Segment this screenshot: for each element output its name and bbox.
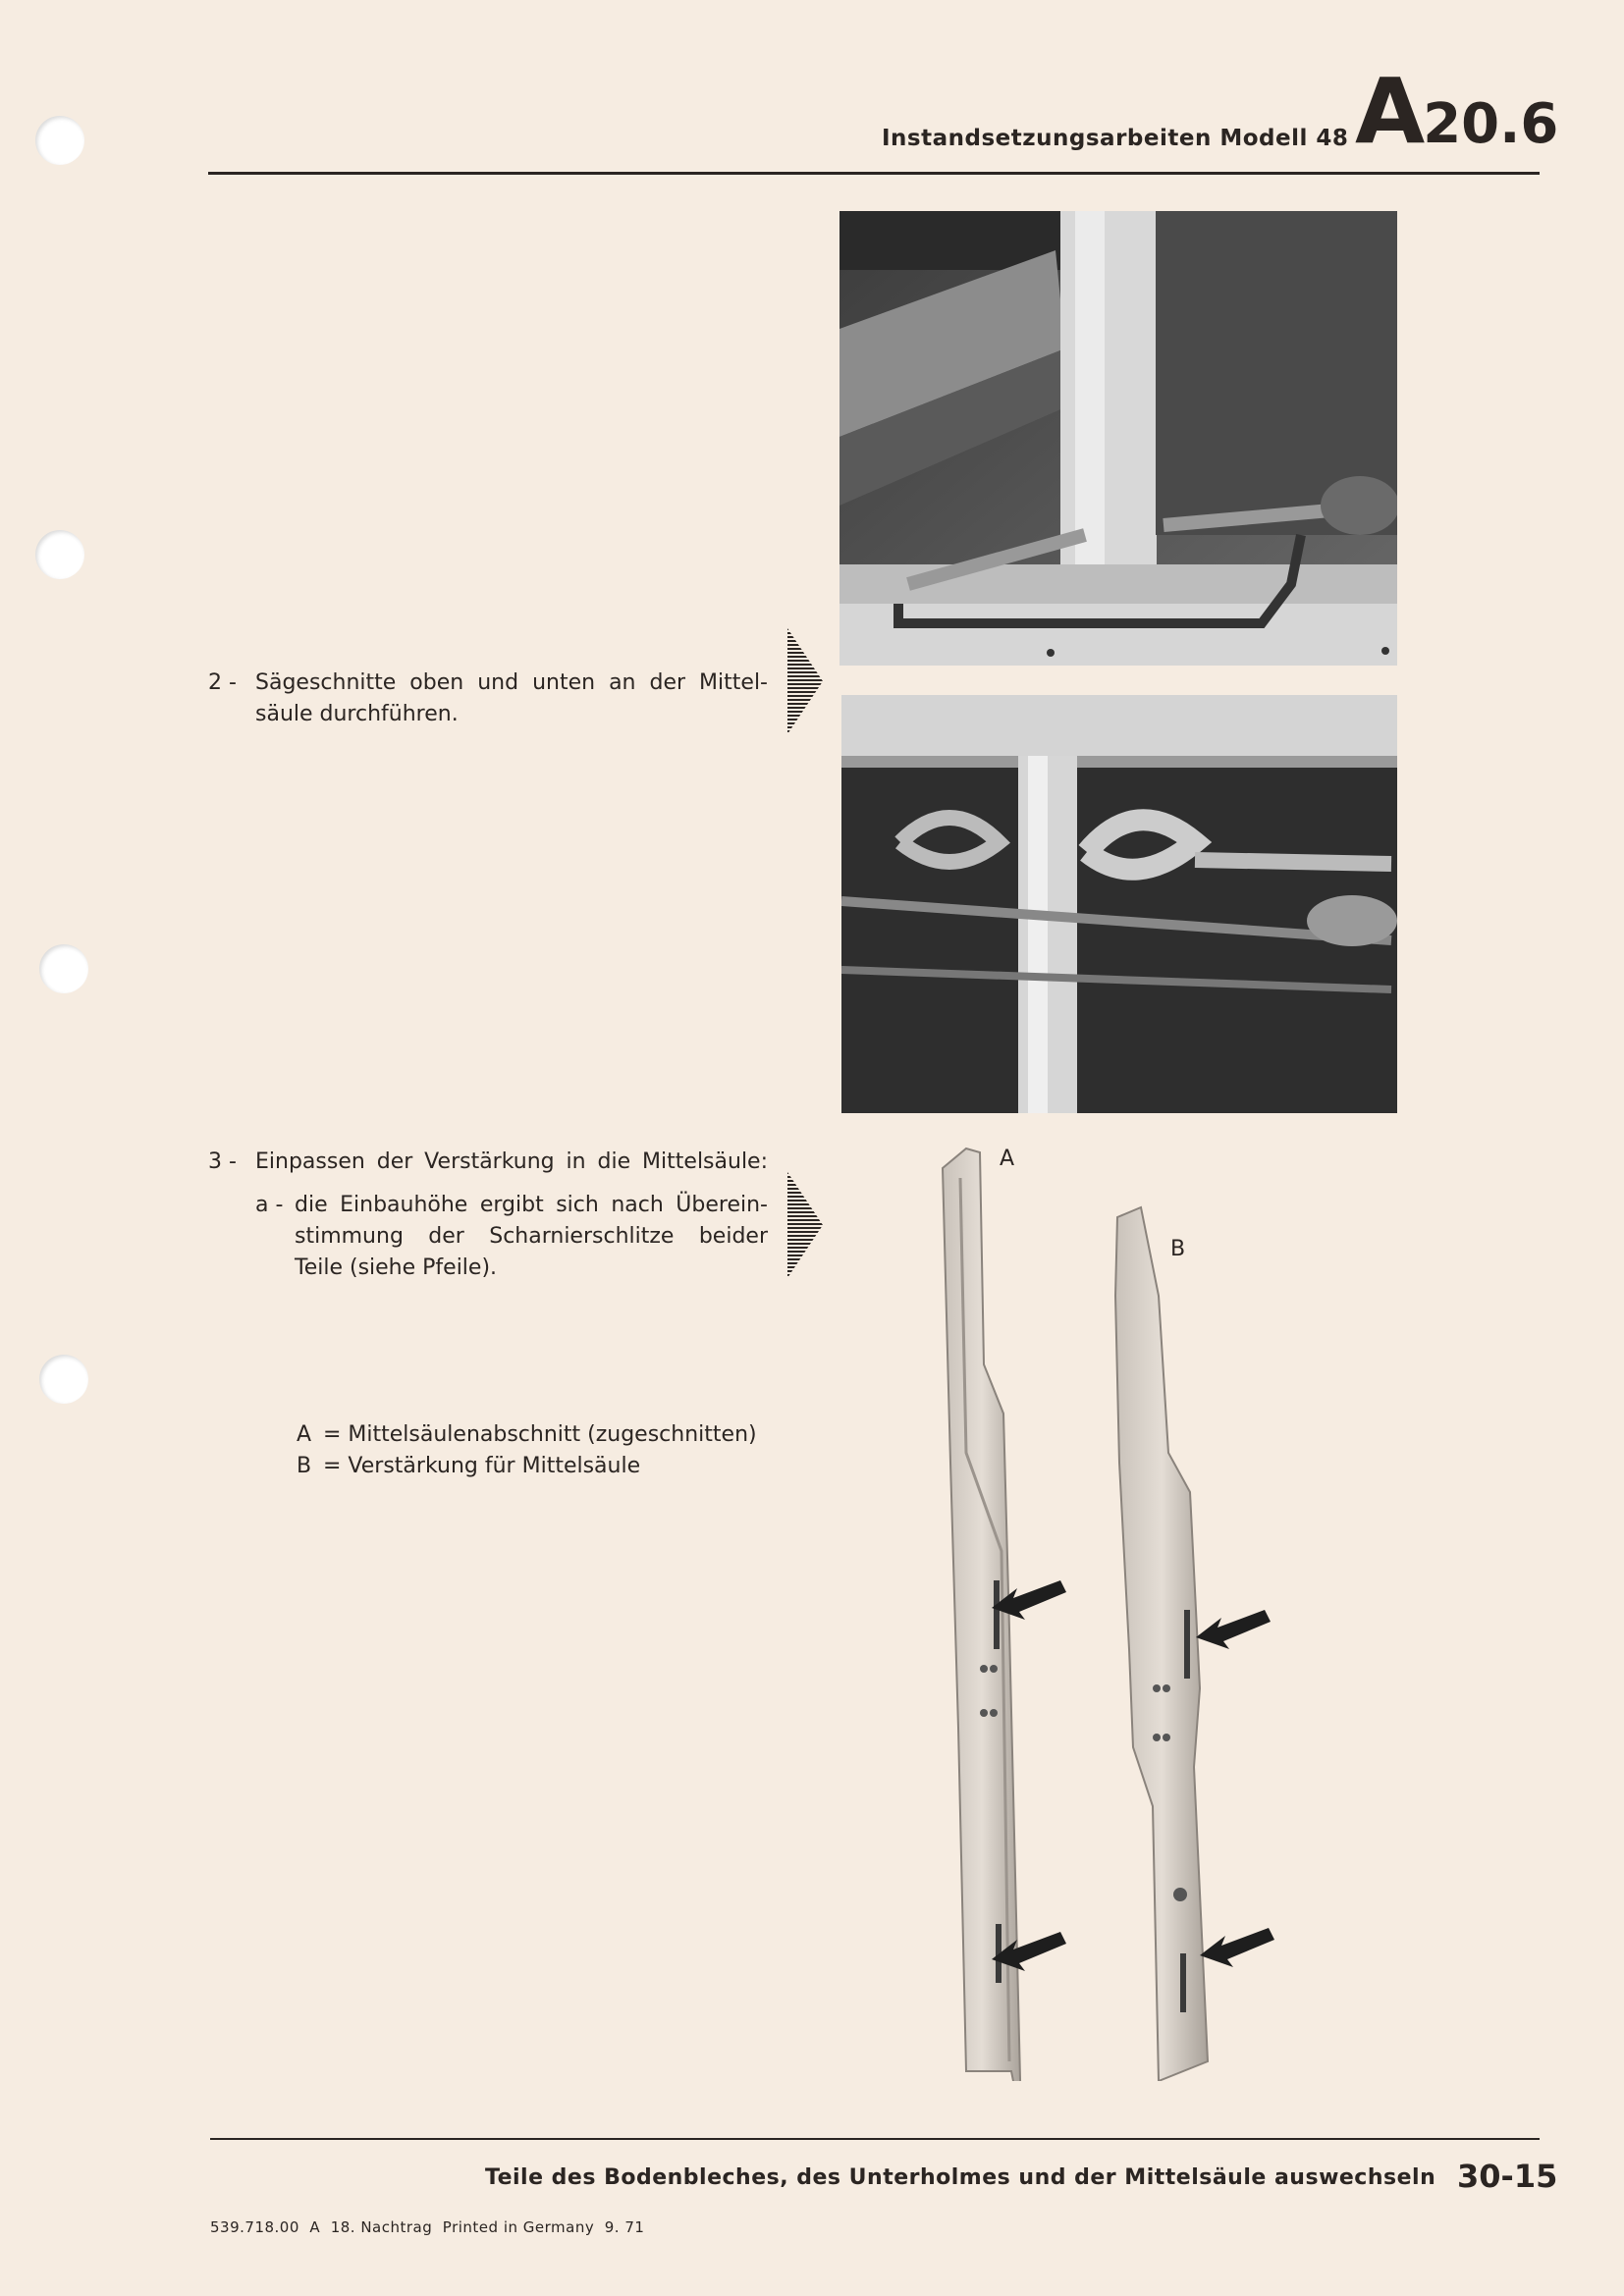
step-text-line: Sägeschnitte oben und unten an der Mittel- (255, 670, 768, 695)
photo-saw-cut-upper (839, 211, 1397, 666)
section-code-letter: A (1355, 59, 1424, 164)
legend-text: = Verstärkung für Mittelsäule (323, 1454, 641, 1478)
section-code (1355, 59, 1559, 164)
step-text-line: Teile (siehe Pfeile). (295, 1255, 498, 1280)
step-text-line: säule durchführen. (255, 702, 459, 726)
page-number: 30-15 (1457, 2158, 1558, 2195)
step-number: 3 - (208, 1149, 237, 1174)
pointer-arrow-icon (785, 1172, 825, 1278)
photo-saw-cut-upper-graphic (839, 211, 1397, 666)
punch-hole (39, 944, 88, 993)
footer-rule (210, 2138, 1540, 2140)
legend-item (297, 1419, 757, 1451)
footer-title: Teile des Bodenbleches, des Unterholmes und der Mittelsäule auswechseln (485, 2165, 1436, 2190)
legend-text: = Mittelsäulenabschnitt (zugeschnitten) (323, 1422, 757, 1447)
legend-key: B (297, 1454, 312, 1478)
step-text-line: Einpassen der Verstärkung in die Mittelsäule: (255, 1149, 768, 1174)
punch-hole (39, 1355, 88, 1404)
part-b (1115, 1207, 1208, 2081)
figure-label-b: B (1170, 1237, 1186, 1261)
figure-pillar-parts (923, 1139, 1355, 2081)
section-title: Instandsetzungsarbeiten Modell 48 (882, 126, 1349, 151)
punch-hole (35, 530, 84, 579)
legend-item (297, 1451, 757, 1482)
header-rule (208, 172, 1540, 175)
punch-hole (35, 116, 84, 165)
photo-saw-cut-lower-graphic (841, 695, 1397, 1113)
section-code-number: 20.6 (1423, 92, 1559, 156)
figure-label-a: A (1000, 1147, 1015, 1171)
pointer-arrow-icon (785, 628, 825, 734)
step-number: 2 - (208, 670, 237, 695)
alignment-arrow-icon (1200, 1928, 1274, 1967)
step-2 (208, 667, 768, 730)
legend-key: A (297, 1422, 312, 1447)
part-a (943, 1148, 1021, 2081)
imprint: 539.718.00 A 18. Nachtrag Printed in Germany 9. 71 (210, 2218, 645, 2236)
photo-saw-cut-lower (841, 695, 1397, 1113)
alignment-arrow-icon (1196, 1610, 1271, 1649)
legend (297, 1419, 757, 1482)
substep-prefix: a - (255, 1193, 284, 1217)
step-3 (208, 1147, 768, 1284)
step-text-line: stimmung der Scharnierschlitze beider (295, 1224, 768, 1249)
step-text-line: die Einbauhöhe ergibt sich nach Überein- (295, 1193, 768, 1217)
